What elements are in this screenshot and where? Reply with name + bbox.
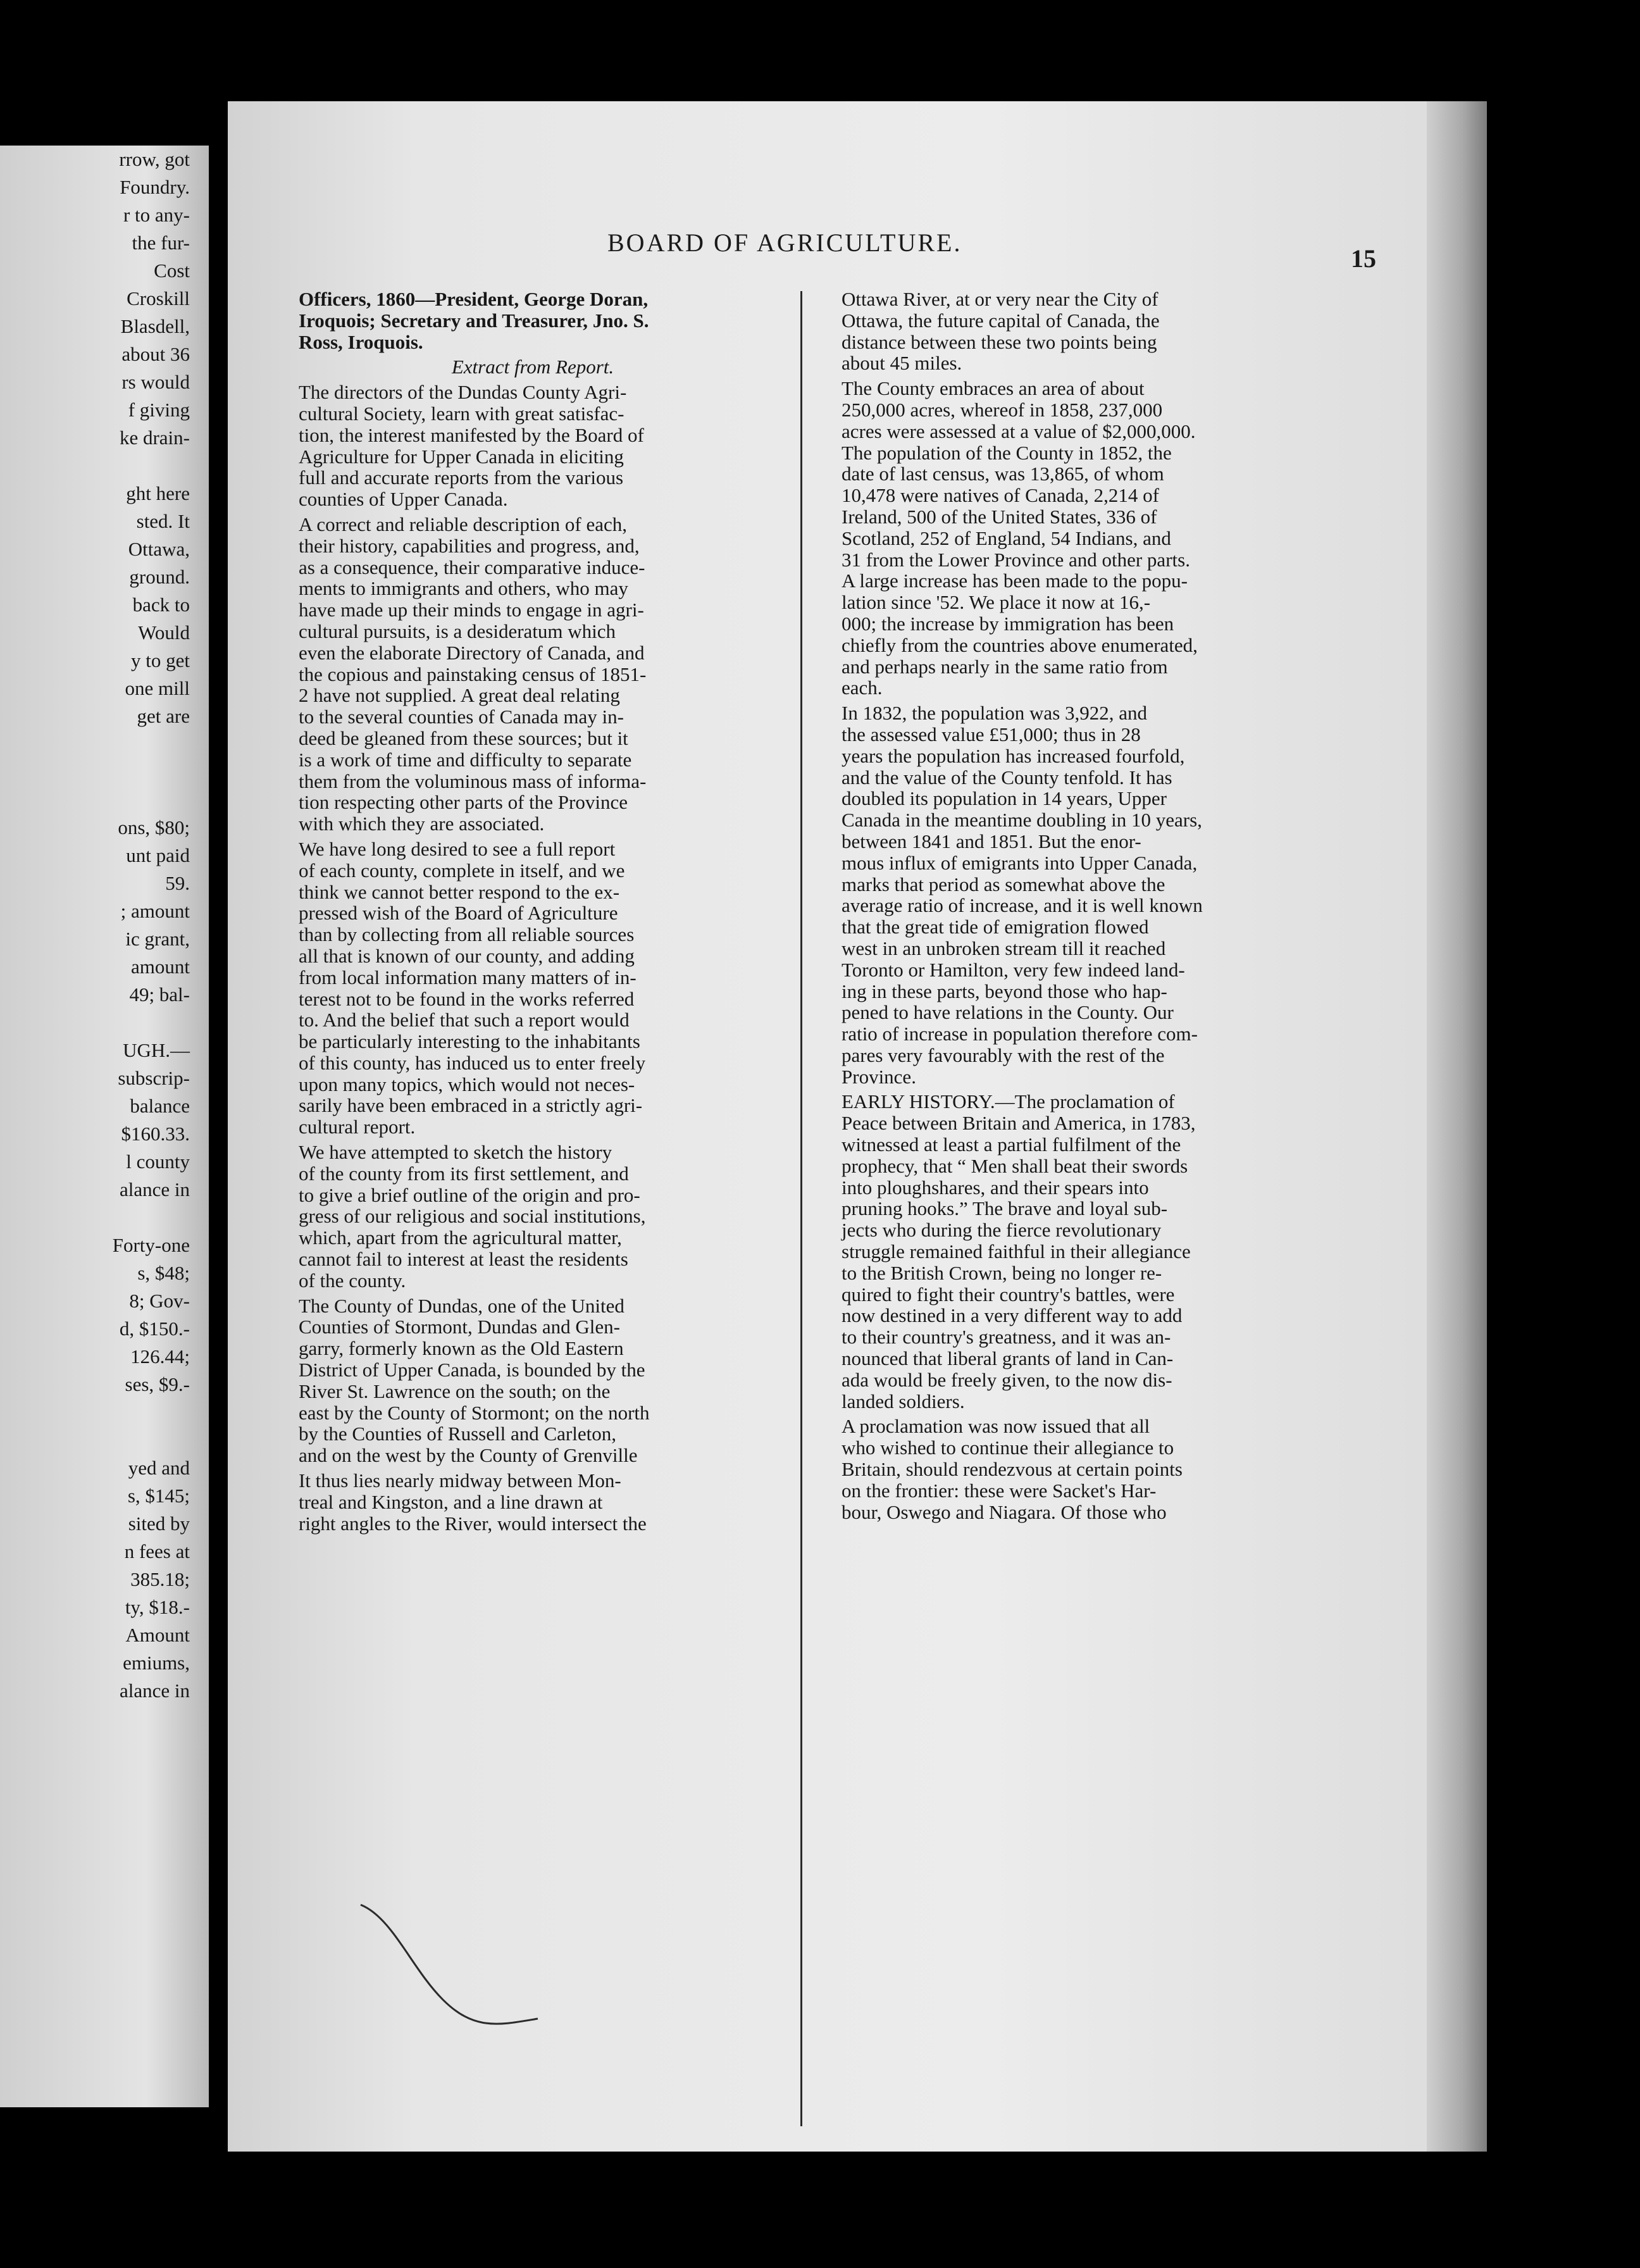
text-line: A correct and reliable description of each, xyxy=(299,513,628,535)
page-edge-shadow xyxy=(1427,101,1487,2152)
text-line: distance between these two points being xyxy=(842,330,1157,353)
text-line: marks that period as somewhat above the xyxy=(842,873,1165,895)
column-rule xyxy=(800,291,802,2126)
facing-page-line: ons, $80; xyxy=(118,816,190,838)
running-title: BOARD OF AGRICULTURE. xyxy=(607,228,962,257)
text-line: ments to immigrants and others, who may xyxy=(299,577,628,600)
facing-page-line: r to any- xyxy=(123,204,190,226)
text-line: 10,478 were natives of Canada, 2,214 of xyxy=(842,484,1159,507)
facing-page-line: n fees at xyxy=(124,1540,190,1562)
text-line: and on the west by the County of Grenville xyxy=(299,1444,638,1467)
text-line: Scotland, 252 of England, 54 Indians, and xyxy=(842,526,1171,549)
book-page xyxy=(228,101,1487,2152)
text-line: Peace between Britain and America, in 1783, xyxy=(842,1112,1196,1135)
text-line: of this county, has induced us to enter freely xyxy=(299,1051,646,1074)
text-line: jects who during the fierce revolutionary xyxy=(842,1219,1162,1242)
facing-page-line: ght here xyxy=(126,482,190,504)
facing-page-line: 126.44; xyxy=(130,1345,190,1368)
facing-page-line: Amount xyxy=(125,1624,190,1646)
paragraph xyxy=(273,838,792,1138)
facing-page-line: Cost xyxy=(154,259,190,282)
facing-page-line xyxy=(0,1009,190,1037)
text-line: counties of Upper Canada. xyxy=(299,488,508,511)
text-line: and the value of the County tenfold. It has xyxy=(842,766,1172,788)
text-line: of the county. xyxy=(299,1269,406,1292)
text-line: A large increase has been made to the popu- xyxy=(842,570,1188,592)
text-line: It thus lies nearly midway between Mon- xyxy=(299,1469,621,1492)
facing-page-line: ground. xyxy=(129,566,190,588)
pencil-annotation-mark xyxy=(354,1892,544,2031)
text-line: The County of Dundas, one of the United xyxy=(299,1294,624,1317)
text-line: nounced that liberal grants of land in Can- xyxy=(842,1347,1174,1370)
facing-page-line: l county xyxy=(126,1150,190,1173)
facing-page-line: ; amount xyxy=(120,900,190,922)
facing-page-line xyxy=(0,1426,190,1454)
facing-page-line xyxy=(0,730,190,758)
paragraph xyxy=(273,1470,792,1534)
text-line: ing in these parts, beyond those who hap- xyxy=(842,980,1167,1002)
facing-page-line: Ottawa, xyxy=(128,538,190,560)
text-line: The County embraces an area of about xyxy=(842,377,1145,400)
text-line: by the Counties of Russell and Carleton, xyxy=(299,1423,616,1445)
text-line: Britain, should rendezvous at certain points xyxy=(842,1458,1183,1481)
text-line: to give a brief outline of the origin and pro- xyxy=(299,1183,640,1206)
right-column-paragraphs xyxy=(816,289,1329,1523)
text-line: prophecy, that “ Men shall beat their swords xyxy=(842,1154,1188,1177)
facing-page-line: alance in xyxy=(119,1679,190,1702)
facing-page-line: sited by xyxy=(128,1512,190,1535)
text-line: between 1841 and 1851. But the enor- xyxy=(842,830,1141,852)
text-line: bour, Oswego and Niagara. Of those who xyxy=(842,1500,1167,1523)
text-line: ada would be freely given, to the now dis- xyxy=(842,1368,1172,1391)
text-line: with which they are associated. xyxy=(299,813,545,835)
facing-page-line: 385.18; xyxy=(130,1568,190,1590)
facing-page-line: subscrip- xyxy=(118,1067,190,1089)
text-line: Ireland, 500 of the United States, 336 of xyxy=(842,505,1157,528)
text-line: the copious and painstaking census of 1851- xyxy=(299,663,647,685)
page-number: 15 xyxy=(1351,244,1376,273)
text-line: right angles to the River, would intersect the xyxy=(299,1512,647,1535)
paragraph xyxy=(273,1142,792,1292)
text-line: quired to fight their country's battles, were xyxy=(842,1283,1175,1305)
paragraph xyxy=(816,378,1329,699)
text-line: The directors of the Dundas County Agri- xyxy=(299,381,627,404)
facing-page-line: y to get xyxy=(131,649,190,671)
text-line: 250,000 acres, whereof in 1858, 237,000 xyxy=(842,398,1163,421)
text-line: the assessed value £51,000; thus in 28 xyxy=(842,723,1141,745)
text-line: date of last census, was 13,865, of whom xyxy=(842,463,1164,485)
text-line: gress of our religious and social institutions, xyxy=(299,1205,646,1228)
text-line: Ross, Iroquois. xyxy=(299,330,423,353)
facing-page-line: ses, $9.- xyxy=(125,1373,190,1395)
text-line: tion, the interest manifested by the Board of xyxy=(299,423,644,446)
facing-page-line: Croskill xyxy=(127,287,190,309)
facing-page-line: balance xyxy=(130,1095,190,1117)
facing-page-line xyxy=(0,758,190,786)
text-line: doubled its population in 14 years, Upper xyxy=(842,787,1167,810)
text-line: which, apart from the agricultural matter, xyxy=(299,1226,622,1249)
text-line: even the elaborate Directory of Canada, and xyxy=(299,641,645,664)
facing-page-line: sted. It xyxy=(136,510,190,532)
paragraph xyxy=(816,289,1329,374)
text-line: be particularly interesting to the inhabitants xyxy=(299,1030,640,1053)
facing-page-line: back to xyxy=(132,594,190,616)
facing-page-line: alance in xyxy=(119,1178,190,1200)
text-line: from local information many matters of in- xyxy=(299,966,637,988)
facing-page-fragment xyxy=(0,146,209,2107)
text-line: deed be gleaned from these sources; but it xyxy=(299,726,628,749)
facing-page-text xyxy=(0,146,190,1705)
text-line: into ploughshares, and their spears into xyxy=(842,1176,1149,1199)
text-line: cultural pursuits, is a desideratum which xyxy=(299,620,616,642)
text-line: Toronto or Hamilton, very few indeed land- xyxy=(842,958,1185,981)
text-line: to. And the belief that such a report would xyxy=(299,1009,630,1031)
text-line: of the county from its first settlement, and xyxy=(299,1162,629,1185)
text-line: mous influx of emigrants into Upper Canada, xyxy=(842,851,1198,874)
text-line: pressed wish of the Board of Agriculture xyxy=(299,902,618,925)
text-line: each. xyxy=(842,676,883,699)
text-line: tion respecting other parts of the Province xyxy=(299,791,628,814)
paragraph xyxy=(273,1295,792,1466)
section-heading: Extract from Report. xyxy=(451,356,614,378)
text-line: Canada in the meantime doubling in 10 years, xyxy=(842,809,1202,832)
officers-paragraph xyxy=(273,289,792,352)
text-line: have made up their minds to engage in agri- xyxy=(299,599,644,621)
paragraph xyxy=(273,514,792,835)
facing-page-line: ty, $18.- xyxy=(125,1596,190,1618)
text-line: Ottawa River, at or very near the City of xyxy=(842,288,1159,310)
text-line: 2 have not supplied. A great deal relating xyxy=(299,684,620,707)
text-line: struggle remained faithful in their allegiance xyxy=(842,1240,1191,1263)
text-line: We have attempted to sketch the history xyxy=(299,1141,612,1164)
book-gutter xyxy=(209,0,221,2268)
text-line: acres were assessed at a value of $2,000,000. xyxy=(842,420,1196,442)
text-line: average ratio of increase, and it is well known xyxy=(842,894,1203,917)
facing-page-line: rs would xyxy=(121,371,190,393)
text-line: 31 from the Lower Province and other parts. xyxy=(842,548,1190,571)
text-line: cultural Society, learn with great satisfac- xyxy=(299,402,624,425)
facing-page-line: 8; Gov- xyxy=(129,1290,190,1312)
facing-page-line xyxy=(0,1204,190,1231)
text-line: about 45 miles. xyxy=(842,352,962,375)
text-line: who wished to continue their allegiance to xyxy=(842,1436,1174,1459)
text-line: We have long desired to see a full report xyxy=(299,837,616,860)
text-line: pares very favourably with the rest of the xyxy=(842,1044,1165,1066)
facing-page-line: emiums, xyxy=(123,1652,190,1674)
text-line: Iroquois; Secretary and Treasurer, Jno. S. xyxy=(299,309,649,332)
facing-page-line xyxy=(0,1399,190,1426)
facing-page-line: yed and xyxy=(128,1457,190,1479)
text-line: terest not to be found in the works referred xyxy=(299,987,635,1010)
text-line: District of Upper Canada, is bounded by the xyxy=(299,1359,645,1381)
text-line: full and accurate reports from the various xyxy=(299,466,624,489)
facing-page-line: rrow, got xyxy=(119,148,190,170)
text-line: Agriculture for Upper Canada in eliciting xyxy=(299,445,624,468)
facing-page-line: Foundry. xyxy=(120,176,190,198)
facing-page-line: ic grant, xyxy=(125,928,190,950)
text-line: In 1832, the population was 3,922, and xyxy=(842,702,1148,725)
facing-page-line xyxy=(0,786,190,814)
text-line: garry, formerly known as the Old Eastern xyxy=(299,1337,624,1360)
text-line: Ottawa, the future capital of Canada, the xyxy=(842,309,1160,332)
text-line: their history, capabilities and progress, and, xyxy=(299,534,640,557)
facing-page-line: d, $150.- xyxy=(119,1318,190,1340)
text-line: Counties of Stormont, Dundas and Glen- xyxy=(299,1316,621,1338)
text-line: that the great tide of emigration flowed xyxy=(842,916,1149,938)
left-column-paragraphs xyxy=(273,382,792,1534)
text-line: as a consequence, their comparative induce- xyxy=(299,556,645,578)
text-line: to the several counties of Canada may in- xyxy=(299,706,624,728)
text-line: EARLY HISTORY.—The proclamation of xyxy=(842,1090,1175,1113)
text-line: upon many topics, which would not neces- xyxy=(299,1073,635,1095)
paragraph xyxy=(816,1416,1329,1523)
text-line: to their country's greatness, and it was an- xyxy=(842,1326,1171,1349)
text-line: 000; the increase by immigration has been xyxy=(842,612,1174,635)
text-line: think we cannot better respond to the ex- xyxy=(299,880,620,903)
text-line: landed soldiers. xyxy=(842,1390,965,1412)
text-line: chiefly from the countries above enumerated, xyxy=(842,633,1198,656)
text-line: is a work of time and difficulty to separate xyxy=(299,748,632,771)
paragraph xyxy=(816,702,1329,1087)
text-line: now destined in a very different way to add xyxy=(842,1304,1183,1327)
facing-page-line xyxy=(0,452,190,480)
facing-page-line: 59. xyxy=(165,872,190,894)
facing-page-line: the fur- xyxy=(132,232,190,254)
right-column xyxy=(816,289,1329,1526)
text-line: and perhaps nearly in the same ratio from xyxy=(842,655,1168,678)
text-line: cannot fail to interest at least the residents xyxy=(299,1248,628,1271)
facing-page-line: s, $48; xyxy=(137,1262,190,1284)
paragraph xyxy=(273,382,792,510)
facing-page-line: f giving xyxy=(128,399,190,421)
facing-page-line: unt paid xyxy=(126,844,190,866)
facing-page-line: UGH.— xyxy=(123,1039,190,1061)
text-line: treal and Kingston, and a line drawn at xyxy=(299,1490,603,1513)
text-line: west in an unbroken stream till it reached xyxy=(842,937,1166,959)
facing-page-line: $160.33. xyxy=(121,1123,190,1145)
text-line: Officers, 1860—President, George Doran, xyxy=(299,288,649,310)
text-line: cultural report. xyxy=(299,1116,416,1138)
facing-page-line: one mill xyxy=(125,677,190,699)
text-line: sarily have been embraced in a strictly agri- xyxy=(299,1094,643,1117)
paragraph xyxy=(816,1091,1329,1412)
facing-page-line: amount xyxy=(131,956,190,978)
facing-page-line: Forty-one xyxy=(112,1234,190,1256)
text-line: lation since '52. We place it now at 16,- xyxy=(842,591,1151,614)
text-line: ratio of increase in population therefore com- xyxy=(842,1023,1198,1045)
text-line: on the frontier: these were Sacket's Har- xyxy=(842,1479,1157,1502)
text-line: pened to have relations in the County. Our xyxy=(842,1001,1174,1024)
facing-page-line: Would xyxy=(138,621,190,644)
text-line: The population of the County in 1852, the xyxy=(842,441,1172,464)
text-line: witnessed at least a partial fulfilment of the xyxy=(842,1133,1181,1156)
text-line: A proclamation was now issued that all xyxy=(842,1415,1150,1438)
text-line: River St. Lawrence on the south; on the xyxy=(299,1380,611,1402)
facing-page-line: 49; bal- xyxy=(129,983,190,1006)
left-column xyxy=(273,289,792,1538)
text-line: of each county, complete in itself, and we xyxy=(299,859,625,882)
facing-page-line: s, $145; xyxy=(127,1485,190,1507)
text-line: pruning hooks.” The brave and loyal sub- xyxy=(842,1197,1168,1220)
facing-page-line: ke drain- xyxy=(119,427,190,449)
text-line: to the British Crown, being no longer re- xyxy=(842,1261,1162,1284)
text-line: Province. xyxy=(842,1065,916,1088)
text-line: than by collecting from all reliable sources xyxy=(299,923,635,946)
facing-page-line: get are xyxy=(137,705,190,727)
text-line: all that is known of our county, and adding xyxy=(299,944,635,967)
text-line: them from the voluminous mass of informa- xyxy=(299,770,647,792)
facing-page-line: Blasdell, xyxy=(120,315,190,337)
text-line: years the population has increased fourfold, xyxy=(842,744,1185,767)
text-line: east by the County of Stormont; on the north xyxy=(299,1401,650,1424)
facing-page-line: about 36 xyxy=(121,343,190,365)
